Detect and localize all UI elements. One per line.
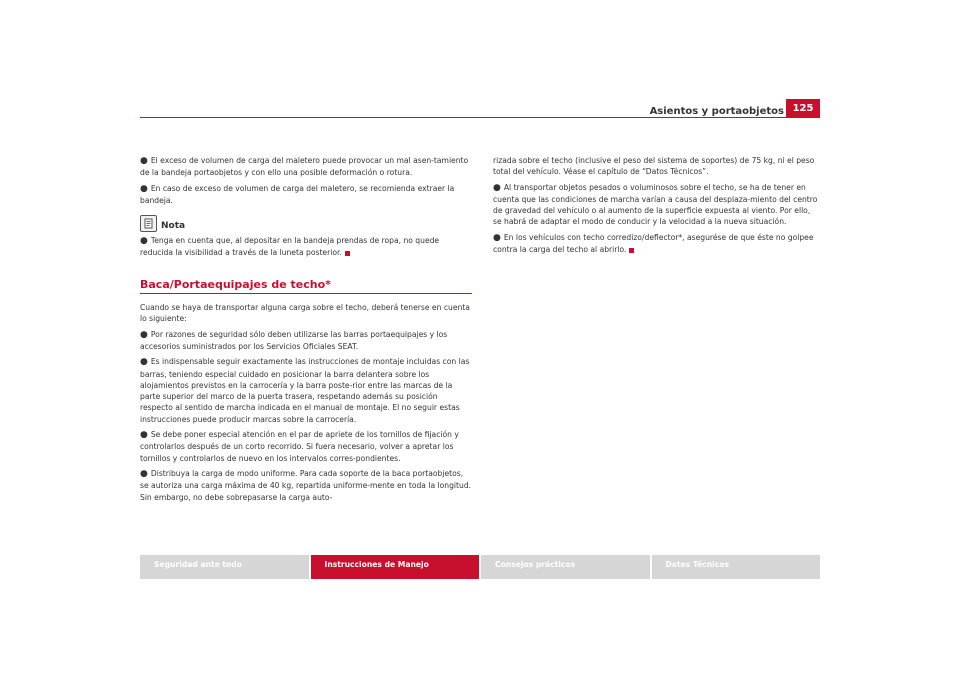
continuation-text: rizada sobre el techo (inclusive el peso del sistema de soportes) de 75 kg, ni el peso total del vehículo. Véase el capítulo de “Datos Técnicos”. [493,156,815,177]
right-column [493,155,820,259]
note-header [140,215,472,232]
note-text: ● Tenga en cuenta que, al depositar en la bandeja prendas de ropa, no quede reducida la visibilidad a través de la luneta posterior. [140,236,440,258]
end-mark-icon [629,248,634,253]
list-item: ● Por razones de seguridad sólo deben utilizarse las barras portaequipajes y los accesorios suministrados por los Servicios Oficiales SEAT. [140,329,448,351]
note-icon [140,215,157,232]
bullet-icon: ● [140,430,148,441]
list-item: ● El exceso de volumen de carga del maletero puede provocar un mal asen-tamiento de la bandeja portaobjetos y con ello una posible deformación o rotura. [140,156,469,178]
bullet-icon: ● [140,183,148,194]
bullet-icon: ● [140,468,148,479]
list-item: ● En los vehículos con techo corredizo/deflector*, asegurése de que éste no golpee contra la carga del techo al abrirlo. [493,232,814,255]
bullet-icon: ● [140,156,148,166]
left-column [140,155,472,507]
bullet-icon: ● [140,357,148,368]
tab-consejos[interactable]: Consejos prácticos [481,555,650,579]
list-item: ● Se debe poner especial atención en el par de apriete de los tornillos de fijación y controlarlos después de un corto recorrido. Si fuera necesario, volver a apretar los tornillos y controlarlos de nuevo en los intervalos corres-pondientes. [140,430,459,463]
note-label: Nota [161,220,186,231]
bullet-icon: ● [493,232,501,243]
page-title: Asientos y portaobjetos [649,106,784,117]
page-number: 125 [786,99,820,118]
bullet-icon: ● [140,329,148,340]
footer-nav [140,555,820,579]
header-line [140,117,820,118]
section-title: Baca/Portaequipajes de techo* [140,279,472,294]
tab-seguridad[interactable]: Seguridad ante todo [140,555,309,579]
tab-instrucciones[interactable]: Instrucciones de Manejo [311,555,480,579]
section-intro: Cuando se haya de transportar alguna carga sobre el techo, deberá tenerse en cuenta lo siguiente: [140,303,470,324]
list-item: ● Al transportar objetos pesados o voluminosos sobre el techo, se ha de tener en cuenta que las condiciones de marcha varían a causa del desplaza-miento del centro de gravedad del vehículo o al aumento de la superficie expuesta al viento. Por ello, se habrá de adaptar el modo de conducir y la velocidad a la nueva situación. [493,182,818,227]
list-item: ● Es indispensable seguir exactamente las instrucciones de montaje incluidas con las barras, teniendo especial cuidado en posicionar la barra delantera sobre los alojamientos previstos en la carrocería y la barra poste-rior entre las marcas de la parte superior del marco de la puerta trasera, respetando además su posición respecto al sentido de marcha indicada en el manual de montaje. El no seguir estas instrucciones puede producir marcas sobre la carrocería. [140,357,470,424]
bullet-icon: ● [140,236,148,247]
list-item: ● En caso de exceso de volumen de carga del maletero, se recomienda extraer la bandeja. [140,183,455,205]
bullet-icon: ● [493,182,501,193]
end-mark-icon [345,251,350,256]
tab-datos-tecnicos[interactable]: Datos Técnicos [652,555,821,579]
list-item: ● Distribuya la carga de modo uniforme. Para cada soporte de la baca portaobjetos, se autoriza una carga máxima de 40 kg, repartida uniforme-mente en toda la longitud. Sin embargo, no debe sobrepasarse la carga auto- [140,468,472,502]
